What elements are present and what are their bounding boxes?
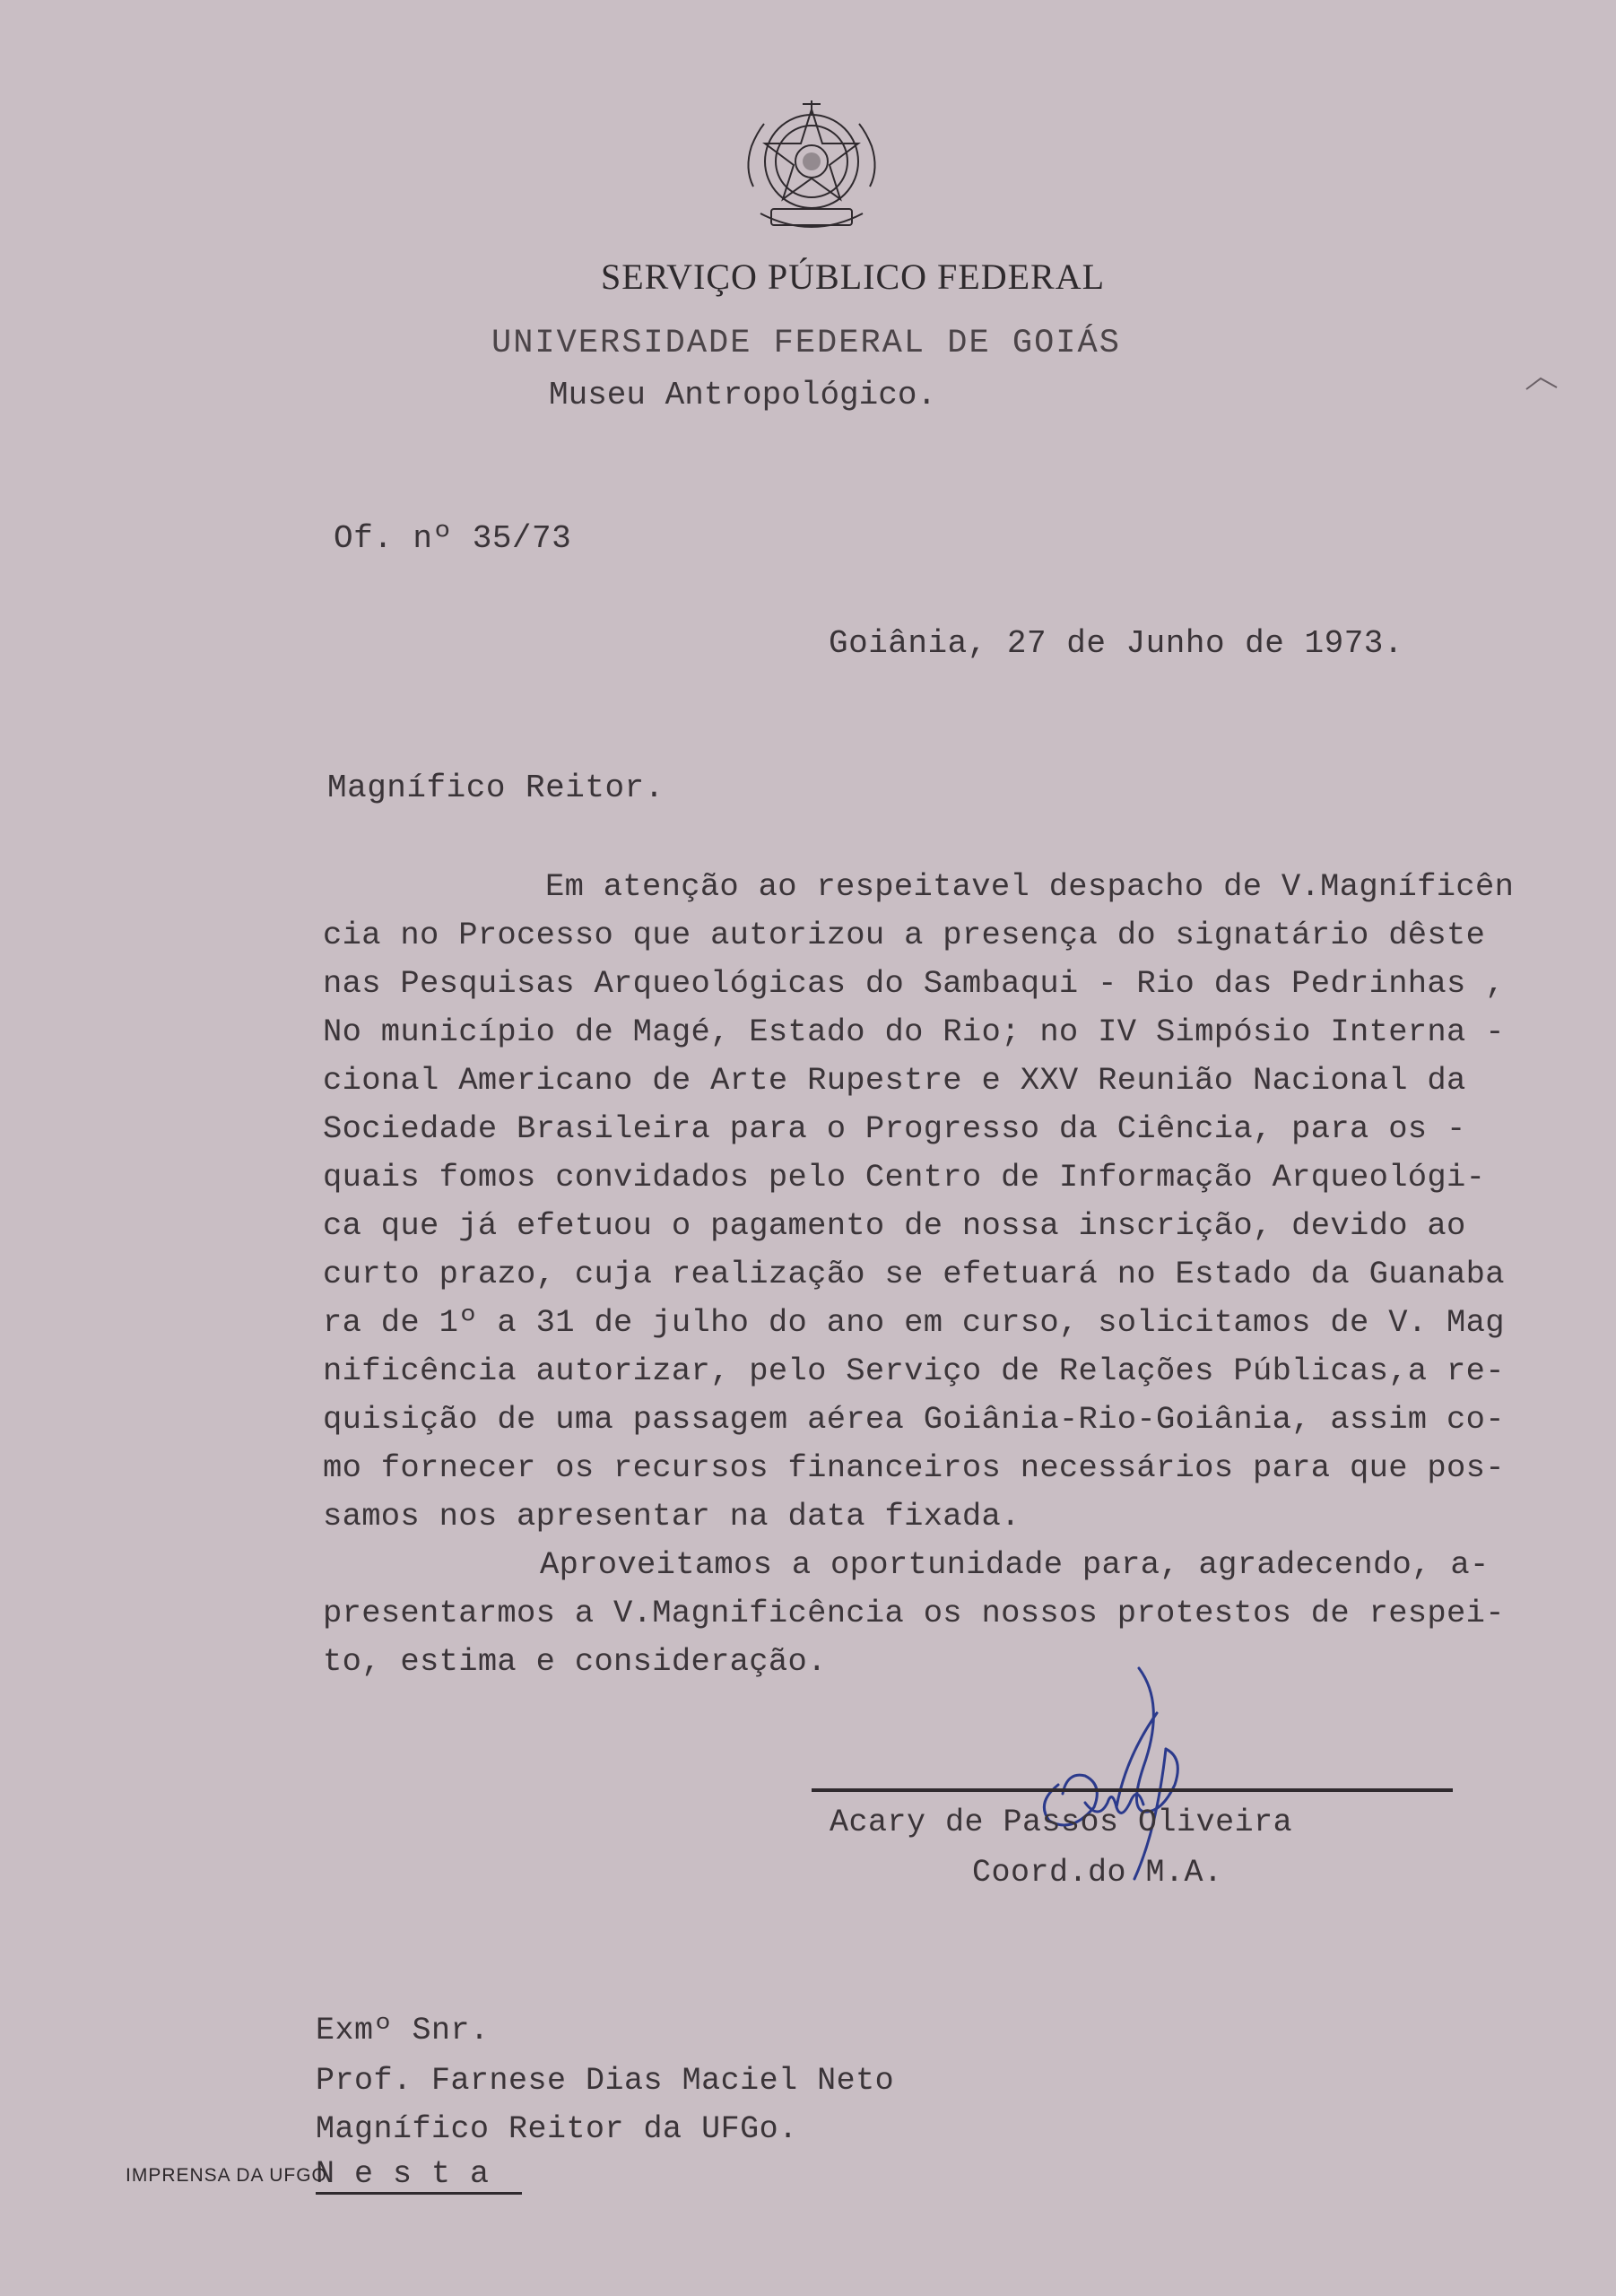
body-line: nas Pesquisas Arqueológicas do Sambaqui - Rio das Pedrinhas , bbox=[323, 965, 1505, 1002]
body-line: Aproveitamos a oportunidade para, agradecendo, a- bbox=[540, 1546, 1490, 1583]
body-line: to, estima e consideração. bbox=[323, 1643, 827, 1680]
imprint-label: IMPRENSA DA UFGO bbox=[126, 2165, 327, 2186]
body-line: ca que já efetuou o pagamento de nossa inscrição, devido ao bbox=[323, 1207, 1466, 1244]
date-line: Goiânia, 27 de Junho de 1973. bbox=[829, 625, 1404, 662]
addressee-line-1: Exmº Snr. bbox=[316, 2013, 490, 2048]
service-heading: SERVIÇO PÚBLICO FEDERAL bbox=[600, 257, 1106, 297]
nesta-underline bbox=[316, 2192, 522, 2195]
signature-line bbox=[812, 1788, 1453, 1792]
department-heading: Museu Antropológico. bbox=[549, 377, 937, 413]
reference-number: Of. nº 35/73 bbox=[334, 520, 572, 557]
body-line: mo fornecer os recursos financeiros necessários para que pos- bbox=[323, 1449, 1505, 1486]
body-line: ra de 1º a 31 de julho do ano em curso, solicitamos de V. Mag bbox=[323, 1304, 1505, 1341]
body-line: presentarmos a V.Magnificência os nossos protestos de respei- bbox=[323, 1595, 1505, 1631]
body-line: curto prazo, cuja realização se efetuará no Estado da Guanaba bbox=[323, 1256, 1505, 1292]
body-line: samos nos apresentar na data fixada. bbox=[323, 1498, 1021, 1535]
body-line: cional Americano de Arte Rupestre e XXV Reunião Nacional da bbox=[323, 1062, 1466, 1099]
body-line: nificência autorizar, pelo Serviço de Relações Públicas,a re- bbox=[323, 1352, 1505, 1389]
body-line: Em atenção ao respeitavel despacho de V.Magníficên bbox=[545, 868, 1515, 905]
handwritten-signature bbox=[1031, 1650, 1211, 1883]
body-line: quais fomos convidados pelo Centro de Informação Arqueológi- bbox=[323, 1159, 1486, 1196]
body-line: quisição de uma passagem aérea Goiânia-Rio-Goiânia, assim co- bbox=[323, 1401, 1505, 1438]
body-line: Sociedade Brasileira para o Progresso da Ciência, para os - bbox=[323, 1110, 1466, 1147]
addressee-line-4: N e s t a bbox=[316, 2156, 490, 2192]
salutation: Magnífico Reitor. bbox=[327, 770, 665, 806]
addressee-line-2: Prof. Farnese Dias Maciel Neto bbox=[316, 2063, 895, 2099]
addressee-line-3: Magnífico Reitor da UFGo. bbox=[316, 2111, 798, 2147]
body-line: cia no Processo que autorizou a presença do signatário dêste bbox=[323, 917, 1486, 953]
coat-of-arms-icon bbox=[735, 97, 888, 249]
signatory-title: Coord.do M.A. bbox=[972, 1855, 1223, 1891]
caret-mark-icon bbox=[1525, 375, 1560, 393]
body-line: No município de Magé, Estado do Rio; no IV Simpósio Interna - bbox=[323, 1013, 1505, 1050]
signatory-name: Acary de Passos Oliveira bbox=[830, 1805, 1293, 1840]
university-heading: UNIVERSIDADE FEDERAL DE GOIÁS bbox=[491, 325, 1121, 362]
